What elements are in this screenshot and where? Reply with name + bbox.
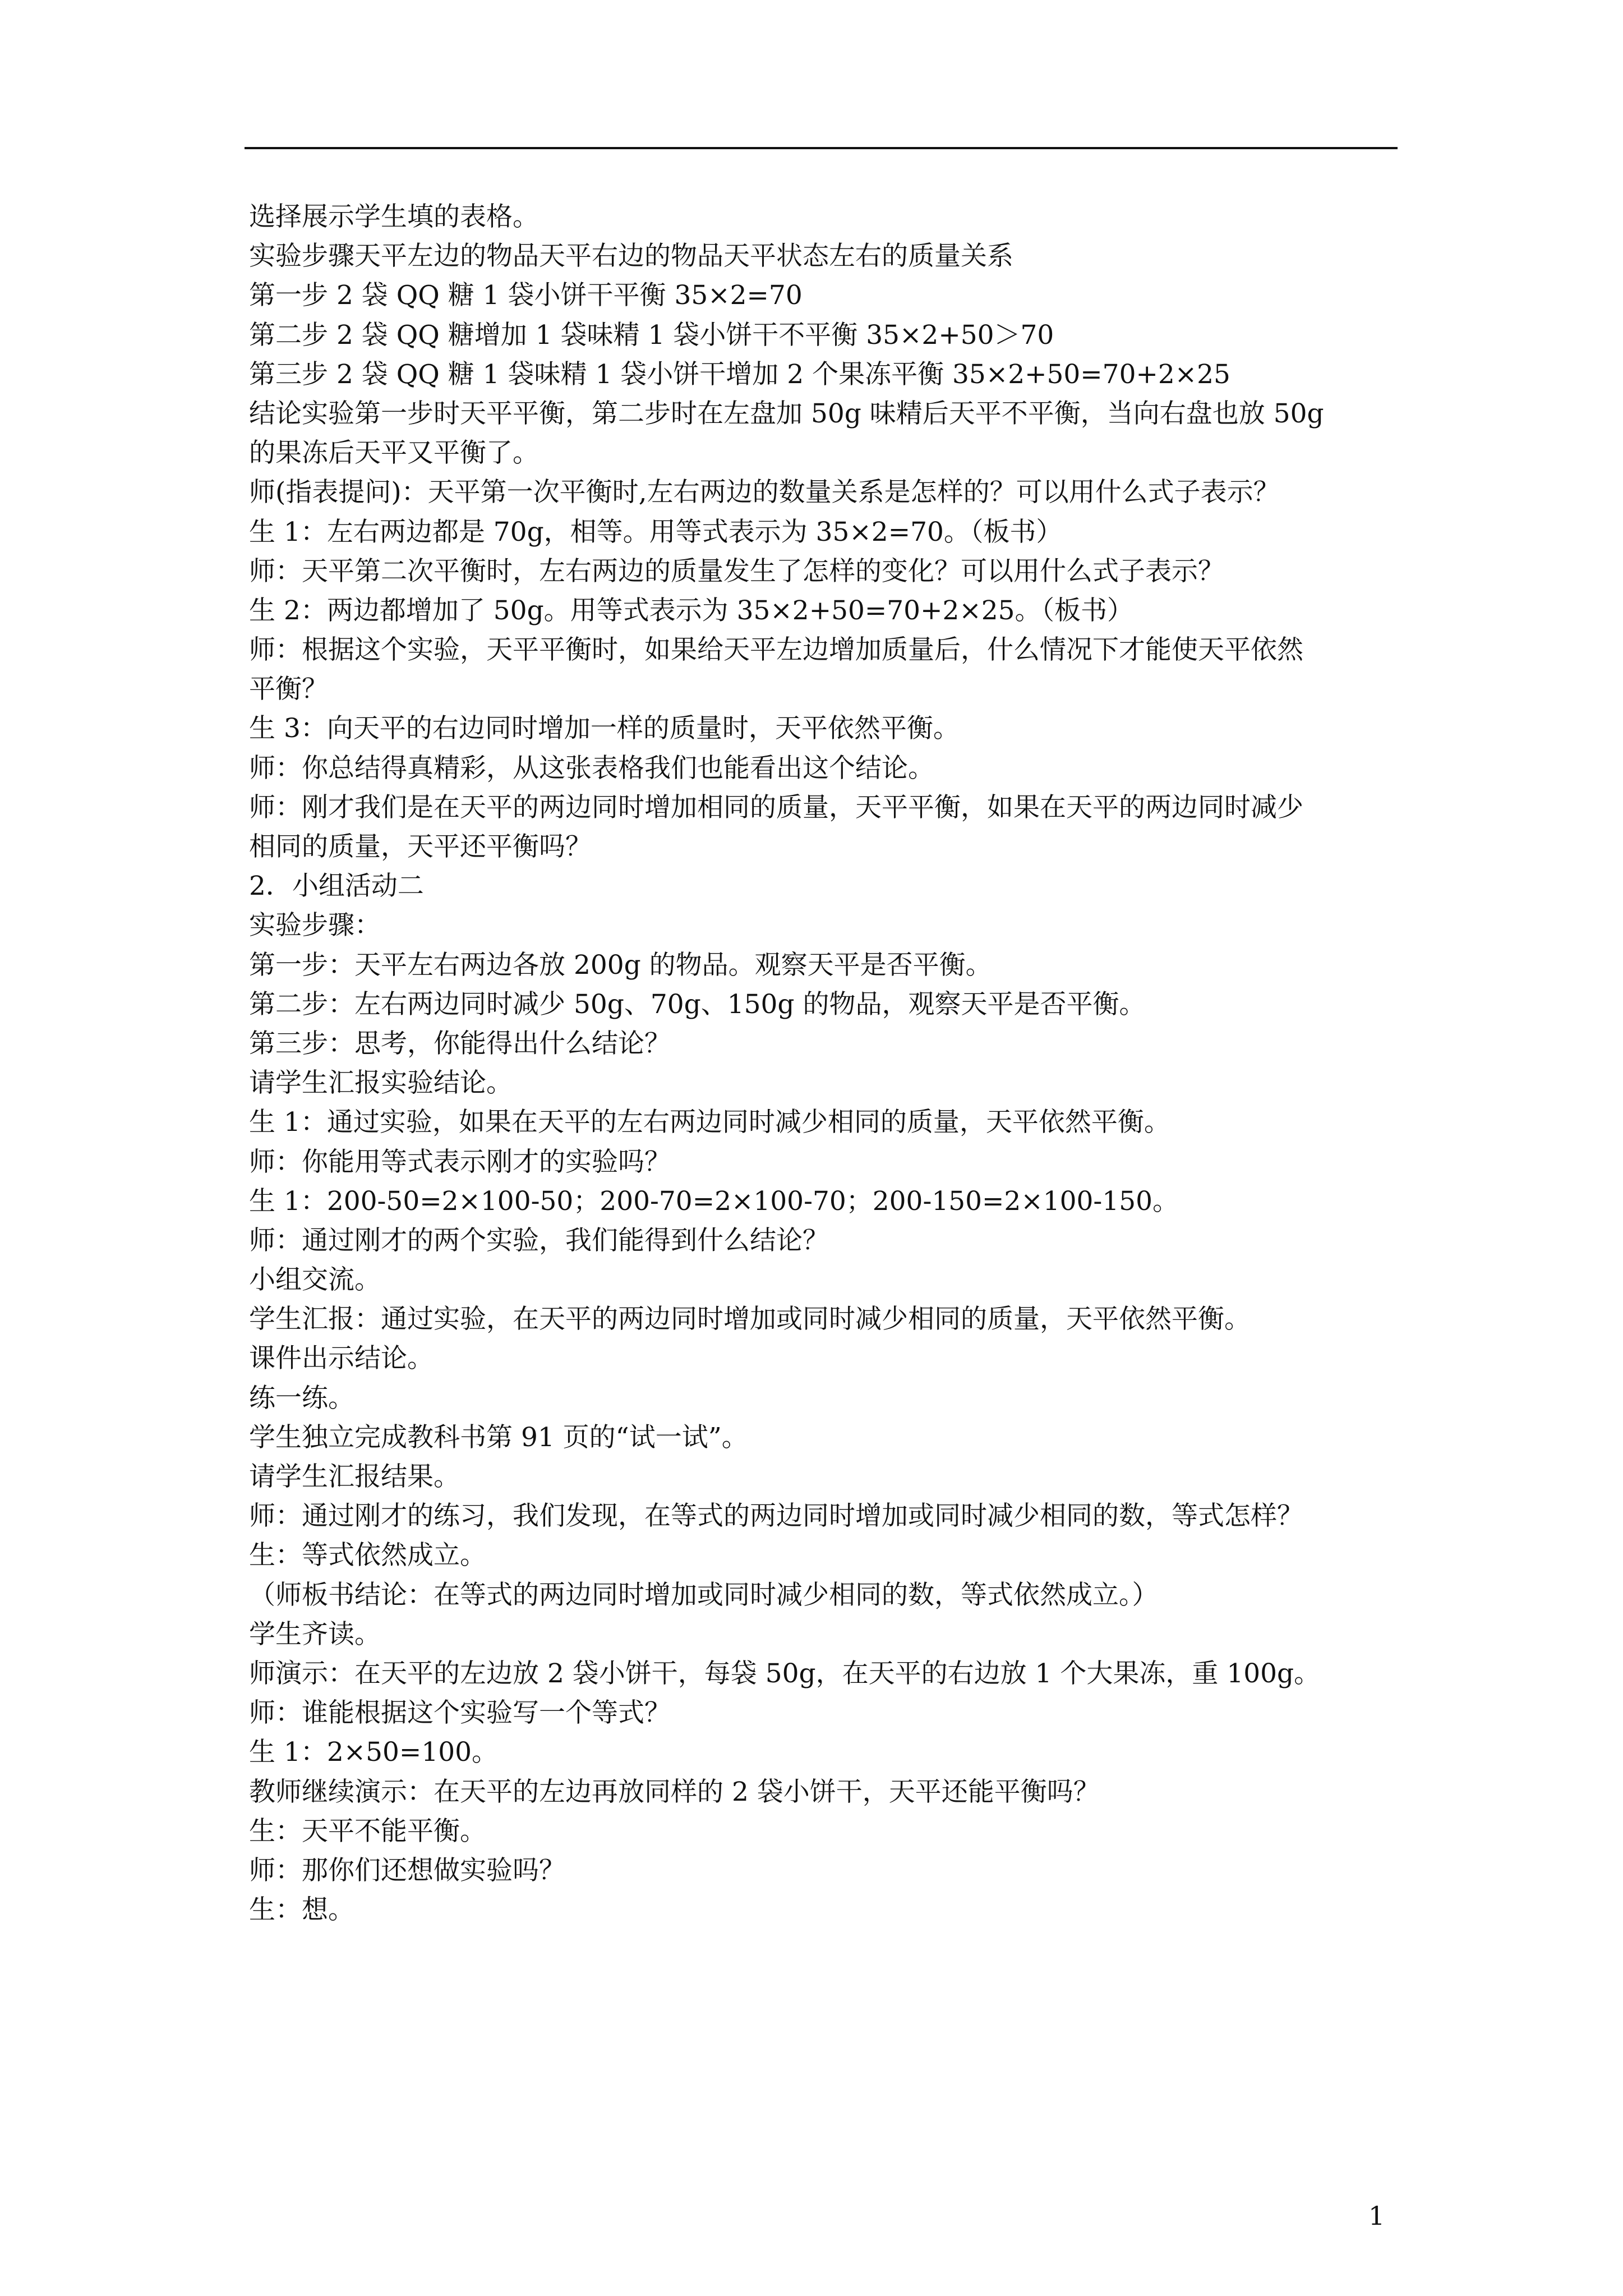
text-line: 结论实验第一步时天平平衡，第二步时在左盘加 50g 味精后天平不平衡，当向右盘也放 50g xyxy=(249,398,1324,429)
page-number: 1 xyxy=(1368,2201,1385,2231)
text-line: 生：想。 xyxy=(249,1894,354,1926)
text-line: 生 1：左右两边都是 70g，相等。用等式表示为 35×2=70。（板书） xyxy=(249,516,1063,547)
text-line: 师：刚才我们是在天平的两边同时增加相同的质量，天平平衡，如果在天平的两边同时减少 xyxy=(249,792,1303,823)
text-line: 生 1：通过实验，如果在天平的左右两边同时减少相同的质量，天平依然平衡。 xyxy=(249,1107,1170,1138)
text-line: 师：通过刚才的两个实验，我们能得到什么结论？ xyxy=(249,1225,829,1256)
text-line: 相同的质量，天平还平衡吗？ xyxy=(249,831,592,862)
document-body xyxy=(249,197,1399,1930)
text-line: 请学生汇报结果。 xyxy=(249,1461,460,1492)
text-line: 师演示：在天平的左边放 2 袋小饼干，每袋 50g，在天平的右边放 1 个大果冻，重 100g。 xyxy=(249,1658,1321,1689)
text-line: 第一步：天平左右两边各放 200g 的物品。观察天平是否平衡。 xyxy=(249,949,992,981)
text-line: 生 2：两边都增加了 50g。用等式表示为 35×2+50=70+2×25。（板书） xyxy=(249,595,1134,626)
text-line: 练一练。 xyxy=(249,1382,354,1414)
text-line: 师(指表提问)：天平第一次平衡时,左右两边的数量关系是怎样的？可以用什么式子表示？ xyxy=(249,477,1280,508)
text-line: 学生齐读。 xyxy=(249,1618,381,1650)
text-line: 生：天平不能平衡。 xyxy=(249,1815,486,1847)
text-line: 师：那你们还想做实验吗？ xyxy=(249,1855,565,1886)
text-line: 第三步：思考，你能得出什么结论？ xyxy=(249,1028,671,1059)
text-line: 实验步骤天平左边的物品天平右边的物品天平状态左右的质量关系 xyxy=(249,241,1013,272)
text-line: 请学生汇报实验结论。 xyxy=(249,1068,513,1099)
text-line: 平衡？ xyxy=(249,674,328,705)
text-line: 第二步：左右两边同时减少 50g、70g、150g 的物品，观察天平是否平衡。 xyxy=(249,988,1146,1020)
section-heading: 2．小组活动二 xyxy=(249,871,424,902)
text-line: 生 1：200-50=2×100-50；200-70=2×100-70；200-150=2×100-150。 xyxy=(249,1185,1179,1217)
text-line: （师板书结论：在等式的两边同时增加或同时减少相同的数，等式依然成立。） xyxy=(249,1579,1159,1611)
text-line: 生：等式依然成立。 xyxy=(249,1540,486,1571)
text-line: 师：你总结得真精彩，从这张表格我们也能看出这个结论。 xyxy=(249,752,934,784)
text-line: 第二步 2 袋 QQ 糖增加 1 袋味精 1 袋小饼干不平衡 35×2+50＞70 xyxy=(249,319,1054,351)
text-line: 小组交流。 xyxy=(249,1264,381,1296)
text-line: 师：根据这个实验，天平平衡时，如果给天平左边增加质量后，什么情况下才能使天平依然 xyxy=(249,634,1303,666)
text-line: 选择展示学生填的表格。 xyxy=(249,201,539,232)
text-line: 生 3：向天平的右边同时增加一样的质量时，天平依然平衡。 xyxy=(249,713,960,744)
text-line: 学生汇报：通过实验，在天平的两边同时增加或同时减少相同的质量，天平依然平衡。 xyxy=(249,1304,1251,1335)
text-line: 教师继续演示：在天平的左边再放同样的 2 袋小饼干，天平还能平衡吗？ xyxy=(249,1776,1100,1807)
text-line: 师：通过刚才的练习，我们发现，在等式的两边同时增加或同时减少相同的数，等式怎样？ xyxy=(249,1501,1303,1532)
header-rule xyxy=(245,147,1398,149)
text-line: 第一步 2 袋 QQ 糖 1 袋小饼干平衡 35×2=70 xyxy=(249,280,803,311)
text-line: 学生独立完成教科书第 91 页的“试一试”。 xyxy=(249,1421,748,1453)
text-line: 第三步 2 袋 QQ 糖 1 袋味精 1 袋小饼干增加 2 个果冻平衡 35×2+50=70+2×25 xyxy=(249,358,1230,390)
text-line: 师：你能用等式表示刚才的实验吗？ xyxy=(249,1146,671,1177)
text-line: 实验步骤： xyxy=(249,910,381,941)
text-line: 师：天平第二次平衡时，左右两边的质量发生了怎样的变化？可以用什么式子表示？ xyxy=(249,555,1224,587)
text-line: 课件出示结论。 xyxy=(249,1343,434,1374)
text-line: 的果冻后天平又平衡了。 xyxy=(249,438,539,469)
text-line: 生 1：2×50=100。 xyxy=(249,1737,499,1768)
text-line: 师：谁能根据这个实验写一个等式？ xyxy=(249,1697,671,1729)
